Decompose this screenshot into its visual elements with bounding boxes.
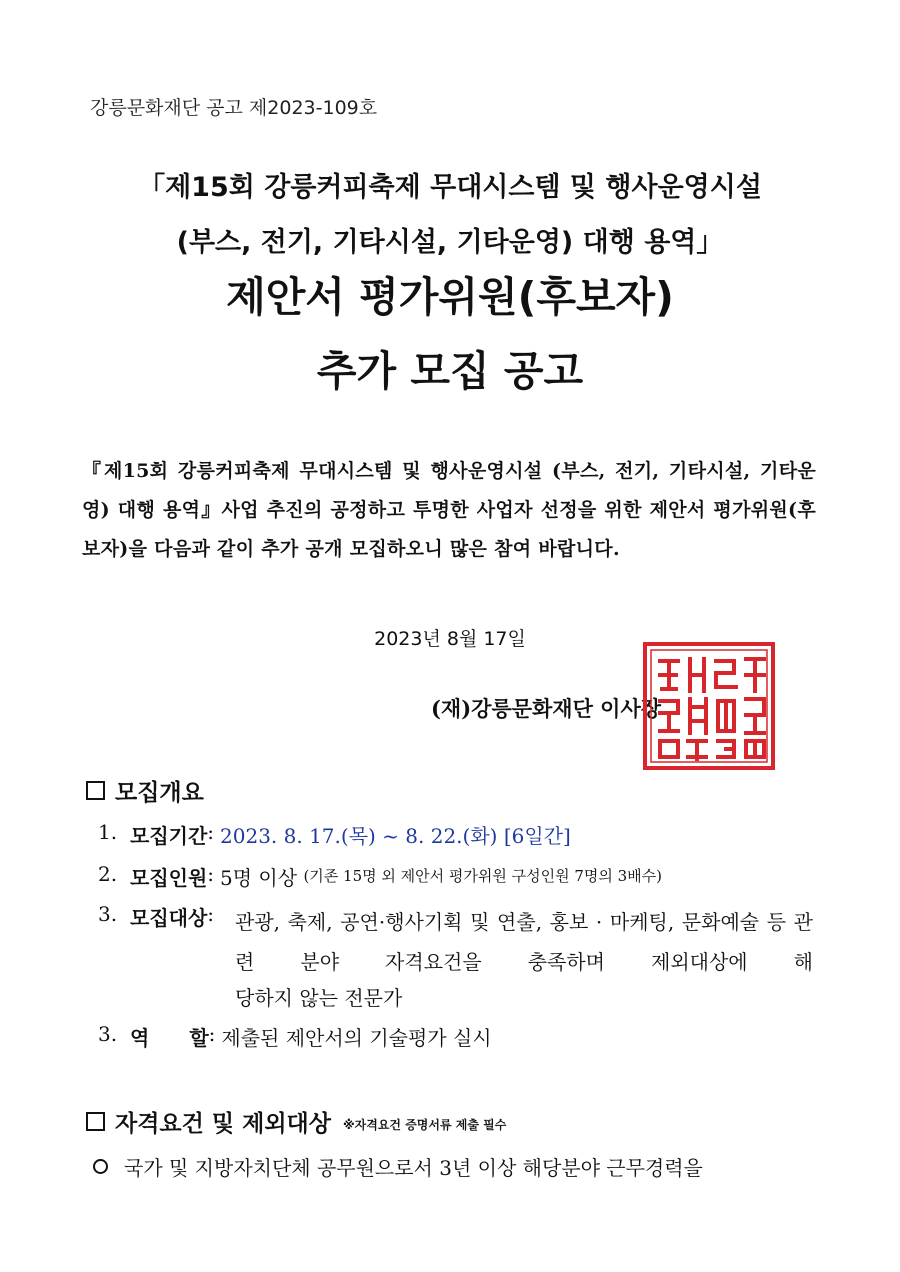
official-seal-icon (642, 641, 776, 771)
list-item: 2. 모집인원 : 5명 이상 (기존 15명 외 제안서 평가위원 구성인원 7명의 3배수) (98, 862, 662, 891)
title-line-1: 「제15회 강릉커피축제 무대시스템 및 행사운영시설 (138, 172, 762, 203)
item-number: 2. (98, 862, 118, 886)
list-item: 3. 역 할 : 제출된 제안서의 기술평가 실시 (98, 1022, 492, 1050)
item-value: 관광, 축제, 공연·행사기획 및 연출, 홍보 · 마케팅, 문화예술 등 관련 분야 자격요건을 충족하며 제외대상에 해 (235, 910, 813, 974)
section-heading-qualifications (86, 1105, 506, 1138)
checkbox-square-icon (86, 1112, 105, 1131)
notice-number: 강릉문화재단 공고 제2023-109호 (90, 97, 378, 119)
checkbox-square-icon (86, 781, 105, 800)
list-item (93, 1152, 703, 1181)
item-value: 5명 이상 (220, 866, 298, 890)
item-label: 모집기간 (130, 824, 208, 848)
list-item: 1. 모집기간 : 2023. 8. 17.(목) ~ 8. 22.(화) [6일간] (98, 820, 571, 848)
item-number: 3. (98, 902, 118, 926)
issue-date: 2023년 8월 17일 (374, 628, 526, 650)
intro-paragraph: 『제15회 강릉커피축제 무대시스템 및 행사운영시설 (부스, 전기, 기타시설, 기타운영) 대행 용역』사업 추진의 공정하고 투명한 사업자 선정을 위한 제안서 평가위원(후보자)을 다음과 같이 추가 공개 모집하오니 많은 참여 바랍니다. (82, 460, 816, 560)
issuer-name: (재)강릉문화재단 이사장 (431, 696, 662, 721)
section-title: 자격요건 및 제외대상 (115, 1111, 331, 1137)
item-label: 역 할 (130, 1026, 209, 1050)
title-line-2: (부스, 전기, 기타시설, 기타운영) 대행 용역」 (176, 227, 724, 258)
section-title: 모집개요 (115, 780, 204, 806)
section-heading-overview (86, 774, 204, 807)
item-note: (기존 15명 외 제안서 평가위원 구성인원 7명의 3배수) (303, 867, 663, 885)
title-line-4: 추가 모집 공고 (316, 347, 584, 395)
bullet-text: 국가 및 지방자치단체 공무원으로서 3년 이상 해당분야 근무경력을 (124, 1156, 703, 1180)
item-label: 모집대상 (130, 906, 208, 930)
item-label: 모집인원 (130, 866, 208, 890)
item-number: 3. (98, 1022, 118, 1046)
item-value: 제출된 제안서의 기술평가 실시 (221, 1026, 492, 1050)
item-value-continued: 당하지 않는 전문가 (235, 986, 403, 1010)
title-line-3: 제안서 평가위원(후보자) (226, 273, 674, 321)
item-value: 2023. 8. 17.(목) ~ 8. 22.(화) [6일간] (220, 824, 571, 848)
item-number: 1. (98, 820, 118, 844)
list-item: 3. 모집대상 : (98, 902, 215, 930)
circle-bullet-icon (93, 1159, 108, 1174)
section-note: ※자격요건 증명서류 제출 필수 (342, 1118, 507, 1132)
